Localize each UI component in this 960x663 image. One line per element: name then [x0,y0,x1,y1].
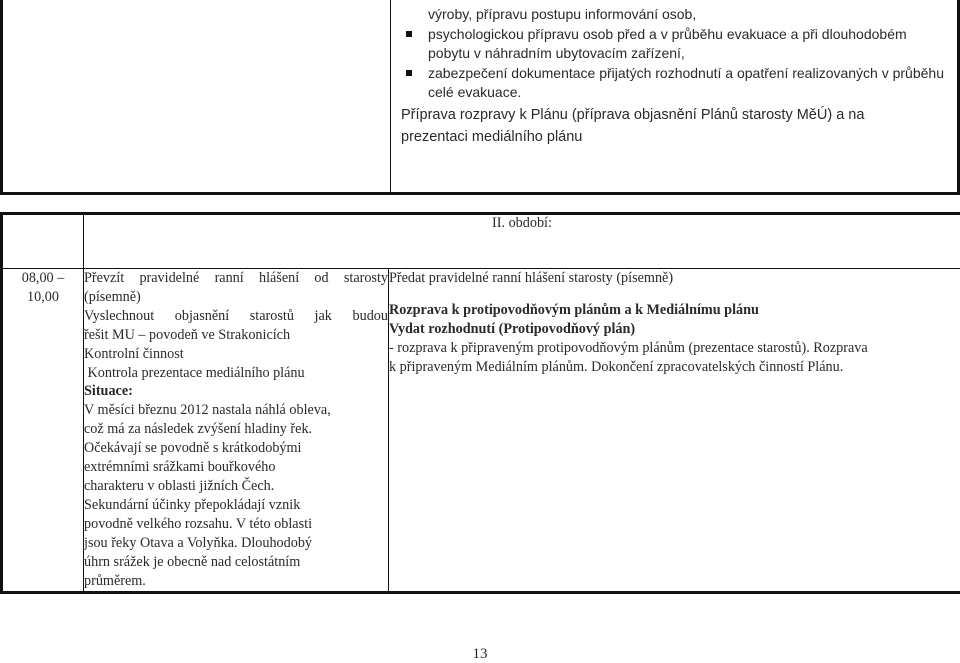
task-line: řešit MU – povodeň ve Strakonicích [84,326,388,345]
trainee-tasks-cell [84,269,389,593]
time-start: 08,00 – [3,269,83,288]
period-label: II. období: [84,214,960,269]
situation-line: Sekundární účinky přepokládají vznik [84,496,388,515]
task-line: Kontrola prezentace mediálního plánu [84,364,388,383]
page-number: 13 [0,646,960,663]
situation-line: extrémními srážkami bouřkového [84,458,388,477]
spacer [389,288,960,301]
task-line-bold: Rozprava k protipovodňovým plánům a k Mediálnímu plánu [389,301,960,320]
situation-line: průměrem. [84,572,388,591]
list-item: celé evakuace. [428,83,956,103]
situation-line: Očekávají se povodně s krátkodobými [84,439,388,458]
square-bullet-icon [406,70,412,76]
situation-heading: Situace: [84,382,388,401]
task-line: Předat pravidelné ranní hlášení starosty (písemně) [389,269,960,288]
staff-tasks-cell [389,269,960,593]
list-item: zabezpečení dokumentace přijatých rozhodnutí a opatření realizovaných v průběhu [428,64,956,84]
list-item: pobytu v náhradním ubytovacím zařízení, [428,44,956,64]
table-row [2,269,960,593]
task-line: Kontrolní činnost [84,345,388,364]
paragraph-line: Příprava rozpravy k Plánu (příprava objasnění Plánů starosty MěÚ) a na [401,104,956,126]
situation-line: což má za následek zvýšení hladiny řek. [84,420,388,439]
situation-line: jsou řeky Otava a Volyňka. Dlouhodobý [84,534,388,553]
empty-time-header [2,214,84,269]
situation-line: charakteru v oblasti jižních Čech. [84,477,388,496]
task-line: (písemně) [84,288,388,307]
time-cell [2,269,84,593]
task-line: Převzít pravidelné ranní hlášení od starosty [84,269,388,288]
paragraph-line: prezentaci mediálního plánu [401,126,956,148]
schedule-table [0,212,960,594]
square-bullet-icon [406,31,412,37]
evacuation-task-list [401,5,956,103]
previous-section-box [0,0,960,195]
list-item: výroby, přípravu postupu informování osob, [428,5,956,25]
task-line-bold: Vydat rozhodnutí (Protipovodňový plán) [389,320,960,339]
situation-line: úhrn srážek je obecně nad celostátním [84,553,388,572]
task-line: k připraveným Mediálním plánům. Dokončení zpracovatelských činností Plánu. [389,358,960,377]
list-item: psychologickou přípravu osob před a v průběhu evakuace a při dlouhodobém [428,25,956,45]
period-header-row [2,214,960,269]
task-line: Vyslechnout objasnění starostů jak budou [84,307,388,326]
situation-line: povodně velkého rozsahu. V této oblasti [84,515,388,534]
column-divider [390,0,391,192]
situation-line: V měsíci březnu 2012 nastala náhlá obleva, [84,401,388,420]
preparation-paragraph [401,104,956,148]
task-line: - rozprava k připraveným protipovodňovým plánům (prezentace starostů). Rozprava [389,339,960,358]
time-end: 10,00 [3,288,83,307]
previous-section-content [401,5,956,148]
